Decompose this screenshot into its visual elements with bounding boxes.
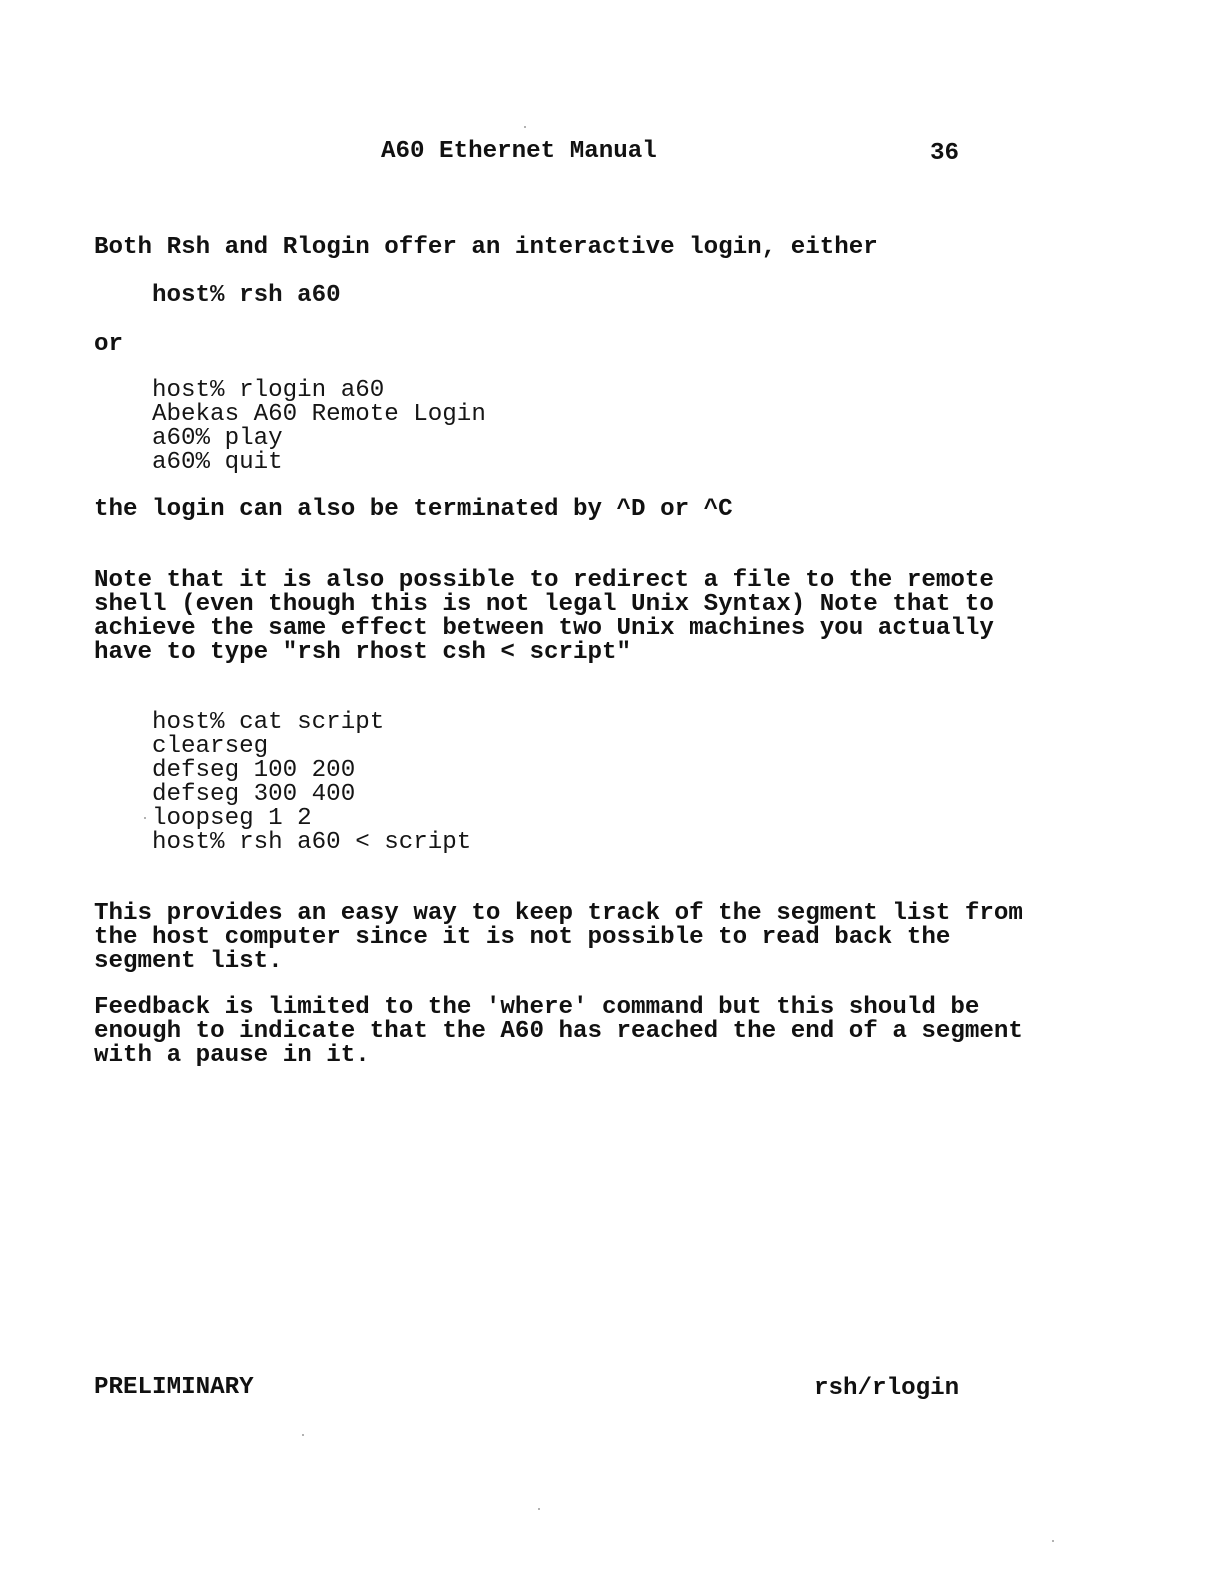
or-text: or bbox=[94, 331, 124, 358]
scan-speck bbox=[302, 1434, 304, 1436]
code-line: a60% play bbox=[152, 425, 283, 452]
paragraph-line: the host computer since it is not possible to read back the bbox=[94, 924, 951, 951]
paragraph-line: This provides an easy way to keep track of the segment list from bbox=[94, 900, 1023, 927]
code-line: clearseg bbox=[152, 733, 269, 760]
paragraph-line: shell (even though this is not legal Unix Syntax) Note that to bbox=[94, 591, 994, 618]
code-line: host% rsh a60 < script bbox=[152, 829, 472, 856]
paragraph-line: Feedback is limited to the 'where' command but this should be bbox=[94, 994, 980, 1021]
terminate-text: the login can also be terminated by ^D or ^C bbox=[94, 496, 733, 523]
paragraph-line: enough to indicate that the A60 has reached the end of a segment bbox=[94, 1018, 1023, 1045]
code-line: host% cat script bbox=[152, 709, 385, 736]
paragraph-line: have to type "rsh rhost csh < script" bbox=[94, 639, 632, 666]
page-header-title: A60 Ethernet Manual bbox=[381, 138, 657, 165]
code-line: defseg 100 200 bbox=[152, 757, 356, 784]
code-line: Abekas A60 Remote Login bbox=[152, 401, 486, 428]
code-line: host% rlogin a60 bbox=[152, 377, 385, 404]
code-line: a60% quit bbox=[152, 449, 283, 476]
paragraph-line: achieve the same effect between two Unix machines you actually bbox=[94, 615, 994, 642]
scan-speck bbox=[538, 1508, 540, 1510]
footer-left: PRELIMINARY bbox=[94, 1374, 254, 1401]
paragraph-line: segment list. bbox=[94, 948, 283, 975]
page-number: 36 bbox=[930, 140, 960, 167]
intro-text: Both Rsh and Rlogin offer an interactive login, either bbox=[94, 234, 878, 261]
command-rsh-a60: host% rsh a60 bbox=[152, 282, 341, 309]
scan-speck bbox=[1052, 1540, 1054, 1542]
scan-speck bbox=[144, 817, 146, 819]
paragraph-line: with a pause in it. bbox=[94, 1042, 370, 1069]
footer-right: rsh/rlogin bbox=[814, 1375, 960, 1402]
paragraph-line: Note that it is also possible to redirect a file to the remote bbox=[94, 567, 994, 594]
scan-speck bbox=[524, 126, 526, 128]
code-line: loopseg 1 2 bbox=[152, 805, 312, 832]
code-line: defseg 300 400 bbox=[152, 781, 356, 808]
